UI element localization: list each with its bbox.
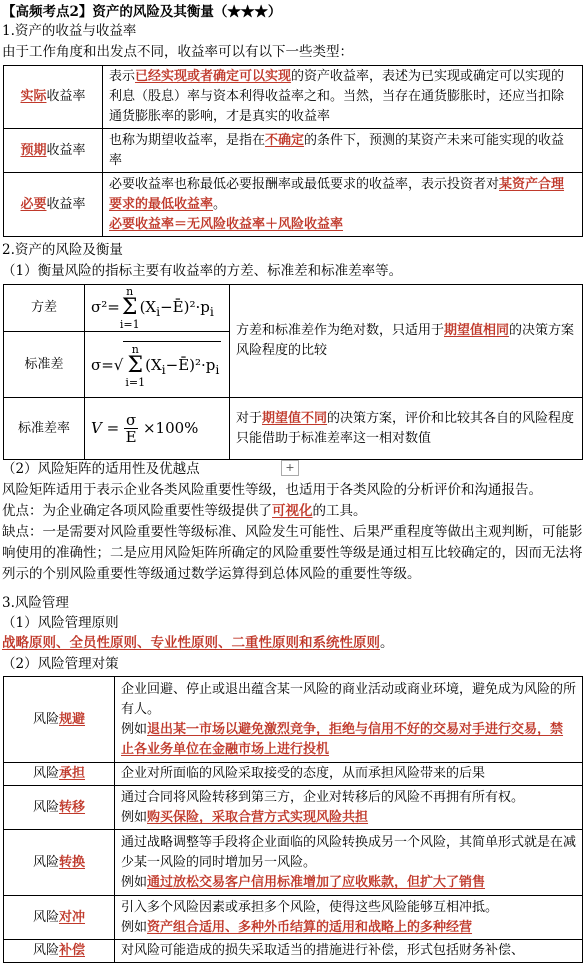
matrix-applicability: 风险矩阵适用于表示企业各类风险重要性等级，也适用于各类风险的分析评价和沟通报告。 bbox=[2, 482, 542, 498]
table-row bbox=[4, 398, 583, 460]
section2-sub2: （2）风险矩阵的适用性及优越点 bbox=[2, 461, 200, 477]
measure-label: 标准差 bbox=[4, 332, 85, 398]
table-row bbox=[4, 66, 583, 129]
strategy-desc: 通过战略调整等手段将企业面临的风险转换成另一个风险，其简单形式就是在减少某一风险的同时增加另一风险。 例如通过放松交易客户信用标准增加了应收账款，但扩大了销售 bbox=[115, 830, 583, 896]
risk-strategies-table bbox=[3, 676, 583, 963]
row-label: 必要收益率 bbox=[4, 173, 103, 237]
table-row bbox=[4, 830, 583, 896]
table-row bbox=[4, 129, 583, 173]
strategy-desc: 企业回避、停止或退出蕴含某一风险的商业活动或商业环境，避免成为风险的所有人。 例如退出某一市场以避免激烈竞争，拒绝与信用不好的交易对手进行交易，禁止各业务单位在金融市场上进行投机 bbox=[115, 677, 583, 763]
table-row bbox=[4, 940, 583, 963]
section1-intro: 由于工作角度和出发点不同，收益率可以有以下一些类型： bbox=[2, 44, 353, 60]
table-row bbox=[4, 285, 583, 332]
table-row bbox=[4, 763, 583, 786]
section3-heading: 3.风险管理 bbox=[2, 595, 69, 611]
table-row bbox=[4, 786, 583, 830]
section1-heading: 1.资产的收益与收益率 bbox=[2, 23, 137, 39]
row-desc: 表示已经实现或者确定可以实现的资产收益率，表述为已实现或确定可以实现的利息（股息）率与资本利得收益率之和。当然，当存在通货膨胀时，还应当扣除通货膨胀率的影响，才是真实的收益率 bbox=[103, 66, 583, 129]
strategy-label: 风险对冲 bbox=[4, 896, 115, 940]
cv-formula bbox=[85, 398, 230, 460]
table-row bbox=[4, 173, 583, 237]
measure-note: 方差和标准差作为绝对数，只适用于期望值相同的决策方案风险程度的比较 bbox=[230, 285, 583, 398]
strategy-label: 风险补偿 bbox=[4, 940, 115, 963]
strategy-label: 风险转移 bbox=[4, 786, 115, 830]
measure-label: 方差 bbox=[4, 285, 85, 332]
strategy-desc: 通过合同将风险转移到第三方，企业对转移后的风险不再拥有所有权。 例如购买保险，采取合营方式实现风险共担 bbox=[115, 786, 583, 830]
table-row bbox=[4, 677, 583, 763]
return-types-table bbox=[3, 65, 583, 237]
row-desc: 也称为期望收益率，是指在不确定的条件下，预测的某资产未来可能实现的收益率 bbox=[103, 129, 583, 173]
principles: 战略原则、全员性原则、专业性原则、二重性原则和系统性原则。 bbox=[2, 635, 394, 651]
stddev-formula bbox=[85, 332, 230, 398]
table-row bbox=[4, 896, 583, 940]
formula: σ=√n Σ $i=1(X_i-Ē)^2\cdot p_i$ bbox=[91, 343, 220, 389]
strategy-desc: 对风险可能造成的损失采取适当的措施进行补偿，形式包括财务补偿、 bbox=[115, 940, 583, 963]
formula: σ²=n Σ $i=1(X_i-Ē)^2\cdot p_i$ bbox=[91, 285, 214, 331]
strategy-desc: 引入多个风险因素或承担多个风险，使得这些风险能够互相冲抵。 例如资产组合适用、多种外币结算的适用和战略上的多种经营 bbox=[115, 896, 583, 940]
measure-note: 对于期望值不同的决策方案，评价和比较其各自的风险程度只能借助于标准差率这一相对数值 bbox=[230, 398, 583, 460]
add-button[interactable]: + bbox=[281, 460, 299, 476]
matrix-advantage: 优点：为企业确定各项风险重要性等级提供了可视化的工具。 bbox=[2, 503, 367, 519]
strategy-label: 风险承担 bbox=[4, 763, 115, 786]
formula: V = $\frac{\sigma}{E}$ ×100% bbox=[91, 411, 199, 446]
row-label: 预期收益率 bbox=[4, 129, 103, 173]
section3-sub1: （1）风险管理原则 bbox=[2, 615, 119, 631]
variance-formula bbox=[85, 285, 230, 332]
risk-measures-table bbox=[3, 284, 583, 460]
section2-body bbox=[2, 480, 586, 585]
matrix-disadvantage: 缺点：一是需要对风险重要性等级标准、风险发生可能性、后果严重程度等做出主观判断，可能影响使用的准确性；二是应用风险矩阵所确定的风险重要性等级是通过相互比较确定的，因而无法将列示的个别风险重要性等级通过数学运算得到总体风险的重要性等级。 bbox=[2, 524, 583, 582]
section2-heading: 2.资产的风险及衡量 bbox=[2, 242, 123, 258]
section2-sub1: （1）衡量风险的指标主要有收益率的方差、标准差和标准差率等。 bbox=[2, 263, 403, 279]
strategy-label: 风险转换 bbox=[4, 830, 115, 896]
row-label: 实际收益率 bbox=[4, 66, 103, 129]
strategy-desc: 企业对所面临的风险采取接受的态度，从而承担风险带来的后果 bbox=[115, 763, 583, 786]
page-title: 【高频考点2】资产的风险及其衡量（★★★） bbox=[2, 4, 282, 20]
strategy-label: 风险规避 bbox=[4, 677, 115, 763]
section3-sub2: （2）风险管理对策 bbox=[2, 656, 119, 672]
measure-label: 标准差率 bbox=[4, 398, 85, 460]
row-desc: 必要收益率也称最低必要报酬率或最低要求的收益率，表示投资者对某资产合理要求的最低收益率。 必要收益率＝无风险收益率＋风险收益率 bbox=[103, 173, 583, 237]
